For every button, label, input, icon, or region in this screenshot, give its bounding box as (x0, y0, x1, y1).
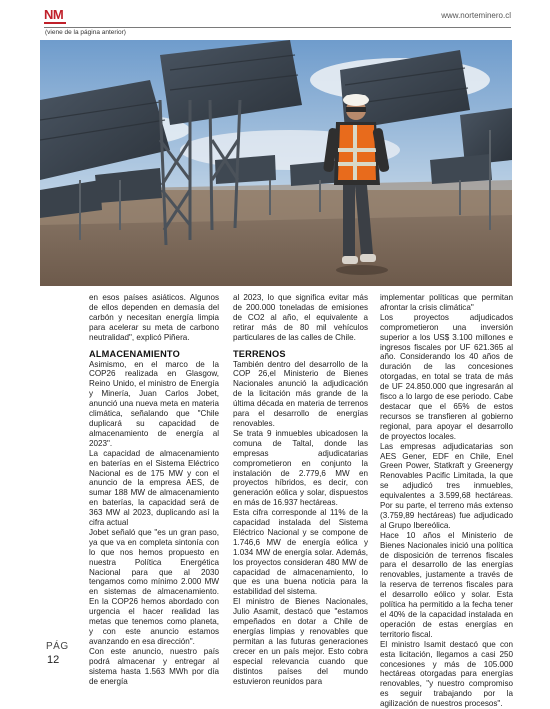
page-number: 12 (47, 654, 60, 666)
paragraph: Las empresas adjudicatarias son AES Gener, EDF en Chile, Enel Green Power, Statkraft y Greenergy Renovables Pacific Limitada, la que se adjudicó tres inmuebles, equivalentes a 3.599,68 hectáreas. Por su parte, el terreno más extenso (3.759,89 hectáreas) fue adjudicado al Grupo Ibereólica. (380, 441, 513, 530)
paragraph: Esta cifra corresponde al 11% de la capacidad instalada del Sistema Eléctrico Nacional y se compone de 1.746,6 MW de energía eólica y 1.034 MW de energía solar. Además, los proyectos consideran 480 MW de capacidad de almacenamiento, lo que es una buena noticia para la estabilidad del sistema. (233, 508, 368, 597)
paragraph: implementar políticas que permitan afrontar la crisis climática" (380, 293, 513, 312)
site-url[interactable]: www.norteminero.cl (441, 11, 511, 20)
paragraph: La capacidad de almacenamiento en baterías en el Sistema Eléctrico Nacional es de 175 MW y con el anuncio de la empresa AES, de sumar 188 MW de almacenamiento en baterías, la capacidad será de 363 MW al 2023, duplicando así la cifra actual (89, 448, 219, 528)
paragraph: El ministro Isamit destacó que con esta licitación, llegamos a casi 250 concesiones y más de 105.000 hectáreas otorgadas para energías renovables, "y nuestro compromiso es seguir trabajando por la agilización de nuestros procesos". (380, 639, 513, 709)
logo-text: NM (44, 7, 64, 22)
section-heading-terrenos: TERRENOS (233, 348, 286, 359)
paragraph: Los proyectos adjudicados comprometieron una inversión superior a los US$ 3.100 millones e ingresos fiscales por UF 621.365 al año. Considerando los 40 años de duración de las concesiones otorgadas, en total se trata de más de UF 24.850.000 que ingresarán al fisco a lo largo de ese periodo. Cabe destacar que el 65% de estos recursos se transfieren al gobierno regional, para apoyar el desarrollo de proyectos locales. (380, 312, 513, 441)
paragraph: Asimismo, en el marco de la COP26 realizada en Glasgow, Reino Unido, el ministro de Energía y Minería, Juan Carlos Jobet, anunció una nueva meta en materia climática, señalando que "Chile duplicará su capacidad de almacenamiento de energía al 2023". (89, 359, 219, 448)
page-label: PÁG (46, 641, 69, 652)
header-divider (44, 27, 511, 28)
logo-bar (44, 22, 66, 24)
article-column-1 (89, 293, 219, 686)
paragraph: al 2023, lo que significa evitar más de 200.000 toneladas de emisiones de CO2 al año, el equivalente a retirar más de 80 mil vehículos particulares de las calles de Chile. (233, 293, 368, 342)
continued-note: (viene de la página anterior) (45, 29, 126, 36)
norte-minero-logo (44, 8, 68, 28)
section-heading-almacenamiento: ALMACENAMIENTO (89, 348, 180, 359)
solar-field-worker-photo (40, 40, 512, 286)
paragraph: El ministro de Bienes Nacionales, Julio Asamit, destacó que "estamos empeñados en dotar a Chile de energías limpias y renovables que permitan a las futuras generaciones crecer en un país mejor. Esto cobra especial relevancia cuando que distintos países del mundo estuvieron reunidos para (233, 597, 368, 686)
paragraph: Con este anuncio, nuestro país podrá almacenar y entregar al sistema hasta 1.563 MWh por día de energía (89, 646, 219, 686)
article-column-2 (233, 293, 368, 686)
article-column-3 (380, 293, 513, 709)
paragraph: en esos países asiáticos. Algunos de ellos dependen en demasía del carbón y necesitan energía limpia para acelerar su meta de carbono neutralidad", explicó Piñera. (89, 293, 219, 342)
paragraph: Hace 10 años el Ministerio de Bienes Nacionales inició una política de disposición de terrenos fiscales para el desarrollo de las energías renovables, justamente a través de la reserva de terrenos fiscales para el desarrollo eólico y solar. Esta política ha permitido a la fecha tener el 40% de la capacidad instalada en operación de estas energías en territorio fiscal. (380, 530, 513, 639)
paragraph: Jobet señaló que "es un gran paso, ya que va en completa sintonía con lo que nos hemos propuesto en nuestra Política Energética Nacional para que al 2030 tengamos como mínimo 2.000 MW en sistemas de almacenamiento. En la COP26 hemos abordado con urgencia el hacer realidad las metas que tenemos como planeta, y con este anuncio estamos avanzando en esa dirección". (89, 527, 219, 646)
paragraph: También dentro del desarrollo de la COP 26,el Ministerio de Bienes Nacionales anunció la adjudicación de la licitación más grande de la última década en materia de terrenos para el desarrollo de energías renovables. (233, 359, 368, 428)
paragraph: Se trata 9 inmuebles ubicadosen la comuna de Taltal, donde las empresas adjudicatarias comprometieron en conjunto la instalación de 2.779,6 MW en proyectos híbridos, es decir, con generación eólica y solar, dispuestos en más de 16.937 hectáreas. (233, 428, 368, 508)
